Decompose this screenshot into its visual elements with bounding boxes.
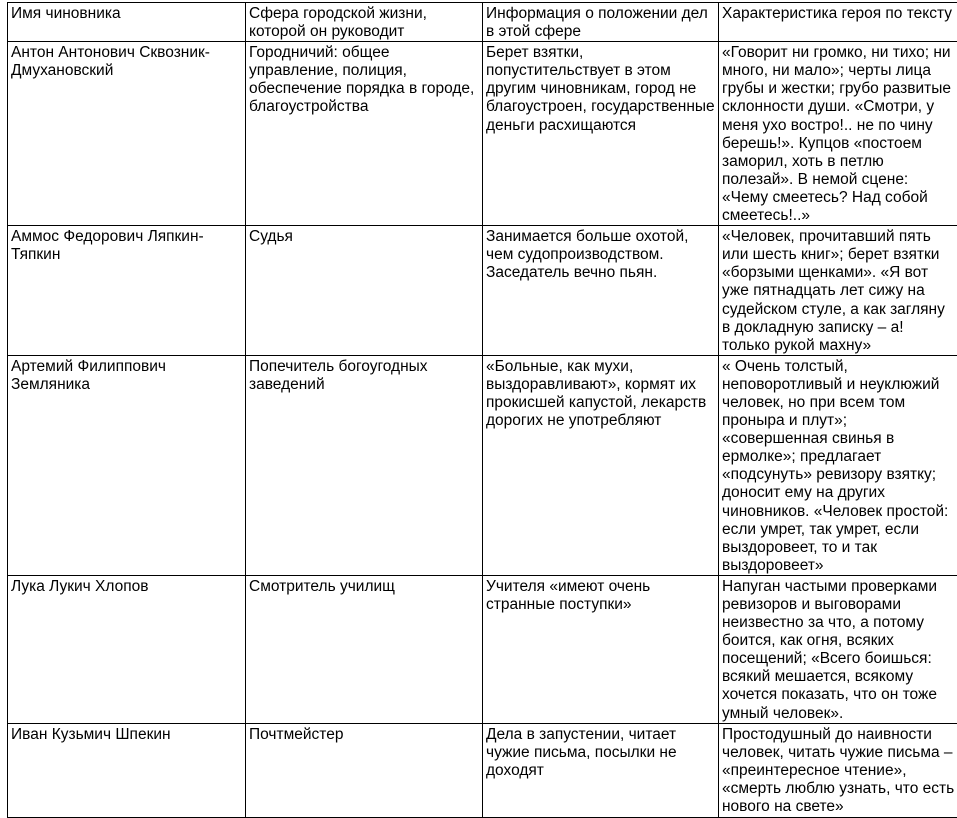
cell-situation: Занимается больше охотой, чем судопроизводством. Заседатель вечно пьян. xyxy=(483,226,719,356)
header-official-name: Имя чиновника xyxy=(8,3,246,42)
header-city-sphere: Сфера городской жизни, которой он руководит xyxy=(246,3,483,42)
table-row xyxy=(8,575,957,723)
cell-city-sphere: Судья xyxy=(246,226,483,356)
table-row xyxy=(8,42,957,226)
cell-official-name: Антон Антонович Сквозник-Дмухановский xyxy=(8,42,246,226)
cell-characteristic: «Говорит ни громко, ни тихо; ни много, ни мало»; черты лица грубы и жестки; грубо развитые склонности души. «Смотри, у меня ухо востро!.. не по чину берешь!». Купцов «постоем заморил, хоть в петлю полезай». В немой сцене: «Чему смеетесь? Над собой смеетесь!..» xyxy=(719,42,957,226)
cell-city-sphere: Почтмейстер xyxy=(246,723,483,817)
cell-characteristic: Напуган частыми проверками ревизоров и выговорами неизвестно за что, а потому боится, как огня, всяких посещений; «Всего боишься: всякий мешается, всякому хочется показать, что он тоже умный человек». xyxy=(719,575,957,723)
cell-official-name: Иван Кузьмич Шпекин xyxy=(8,723,246,817)
header-characteristic: Характеристика героя по тексту xyxy=(719,3,957,42)
cell-situation: Берет взятки, попустительствует в этом другим чиновникам, город не благоустроен, государственные деньги расхищаются xyxy=(483,42,719,226)
cell-situation: Учителя «имеют очень странные поступки» xyxy=(483,575,719,723)
cell-city-sphere: Смотритель училищ xyxy=(246,575,483,723)
header-situation: Информация о положении дел в этой сфере xyxy=(483,3,719,42)
cell-characteristic: «Человек, прочитавший пять или шесть книг»; берет взятки «борзыми щенками». «Я вот уже пятнадцать лет сижу на судейском стуле, а как загляну в докладную записку – а! только рукой махну» xyxy=(719,226,957,356)
cell-official-name: Аммос Федорович Ляпкин-Тяпкин xyxy=(8,226,246,356)
cell-characteristic: « Очень толстый, неповоротливый и неуклюжий человек, но при всем том проныра и плут»; «совершенная свинья в ермолке»; предлагает «подсунуть» ревизору взятку; доносит ему на других чиновников. «Человек простой: если умрет, так умрет, если выздоровеет, то и так выздоровеет» xyxy=(719,355,957,575)
cell-situation: «Больные, как мухи, выздоравливают», кормят их прокисшей капустой, лекарств дорогих не употребляют xyxy=(483,355,719,575)
cell-characteristic: Простодушный до наивности человек, читать чужие письма – «преинтересное чтение», «смерть люблю узнать, что есть нового на свете» xyxy=(719,723,957,817)
cell-official-name: Артемий Филиппович Земляника xyxy=(8,355,246,575)
cell-city-sphere: Попечитель богоугодных заведений xyxy=(246,355,483,575)
cell-situation: Дела в запустении, читает чужие письма, посылки не доходят xyxy=(483,723,719,817)
table-header-row xyxy=(8,3,957,42)
officials-table xyxy=(7,2,957,818)
cell-official-name: Лука Лукич Хлопов xyxy=(8,575,246,723)
table-row xyxy=(8,355,957,575)
table-row xyxy=(8,226,957,356)
table-row xyxy=(8,723,957,817)
cell-city-sphere: Городничий: общее управление, полиция, обеспечение порядка в городе, благоустройства xyxy=(246,42,483,226)
